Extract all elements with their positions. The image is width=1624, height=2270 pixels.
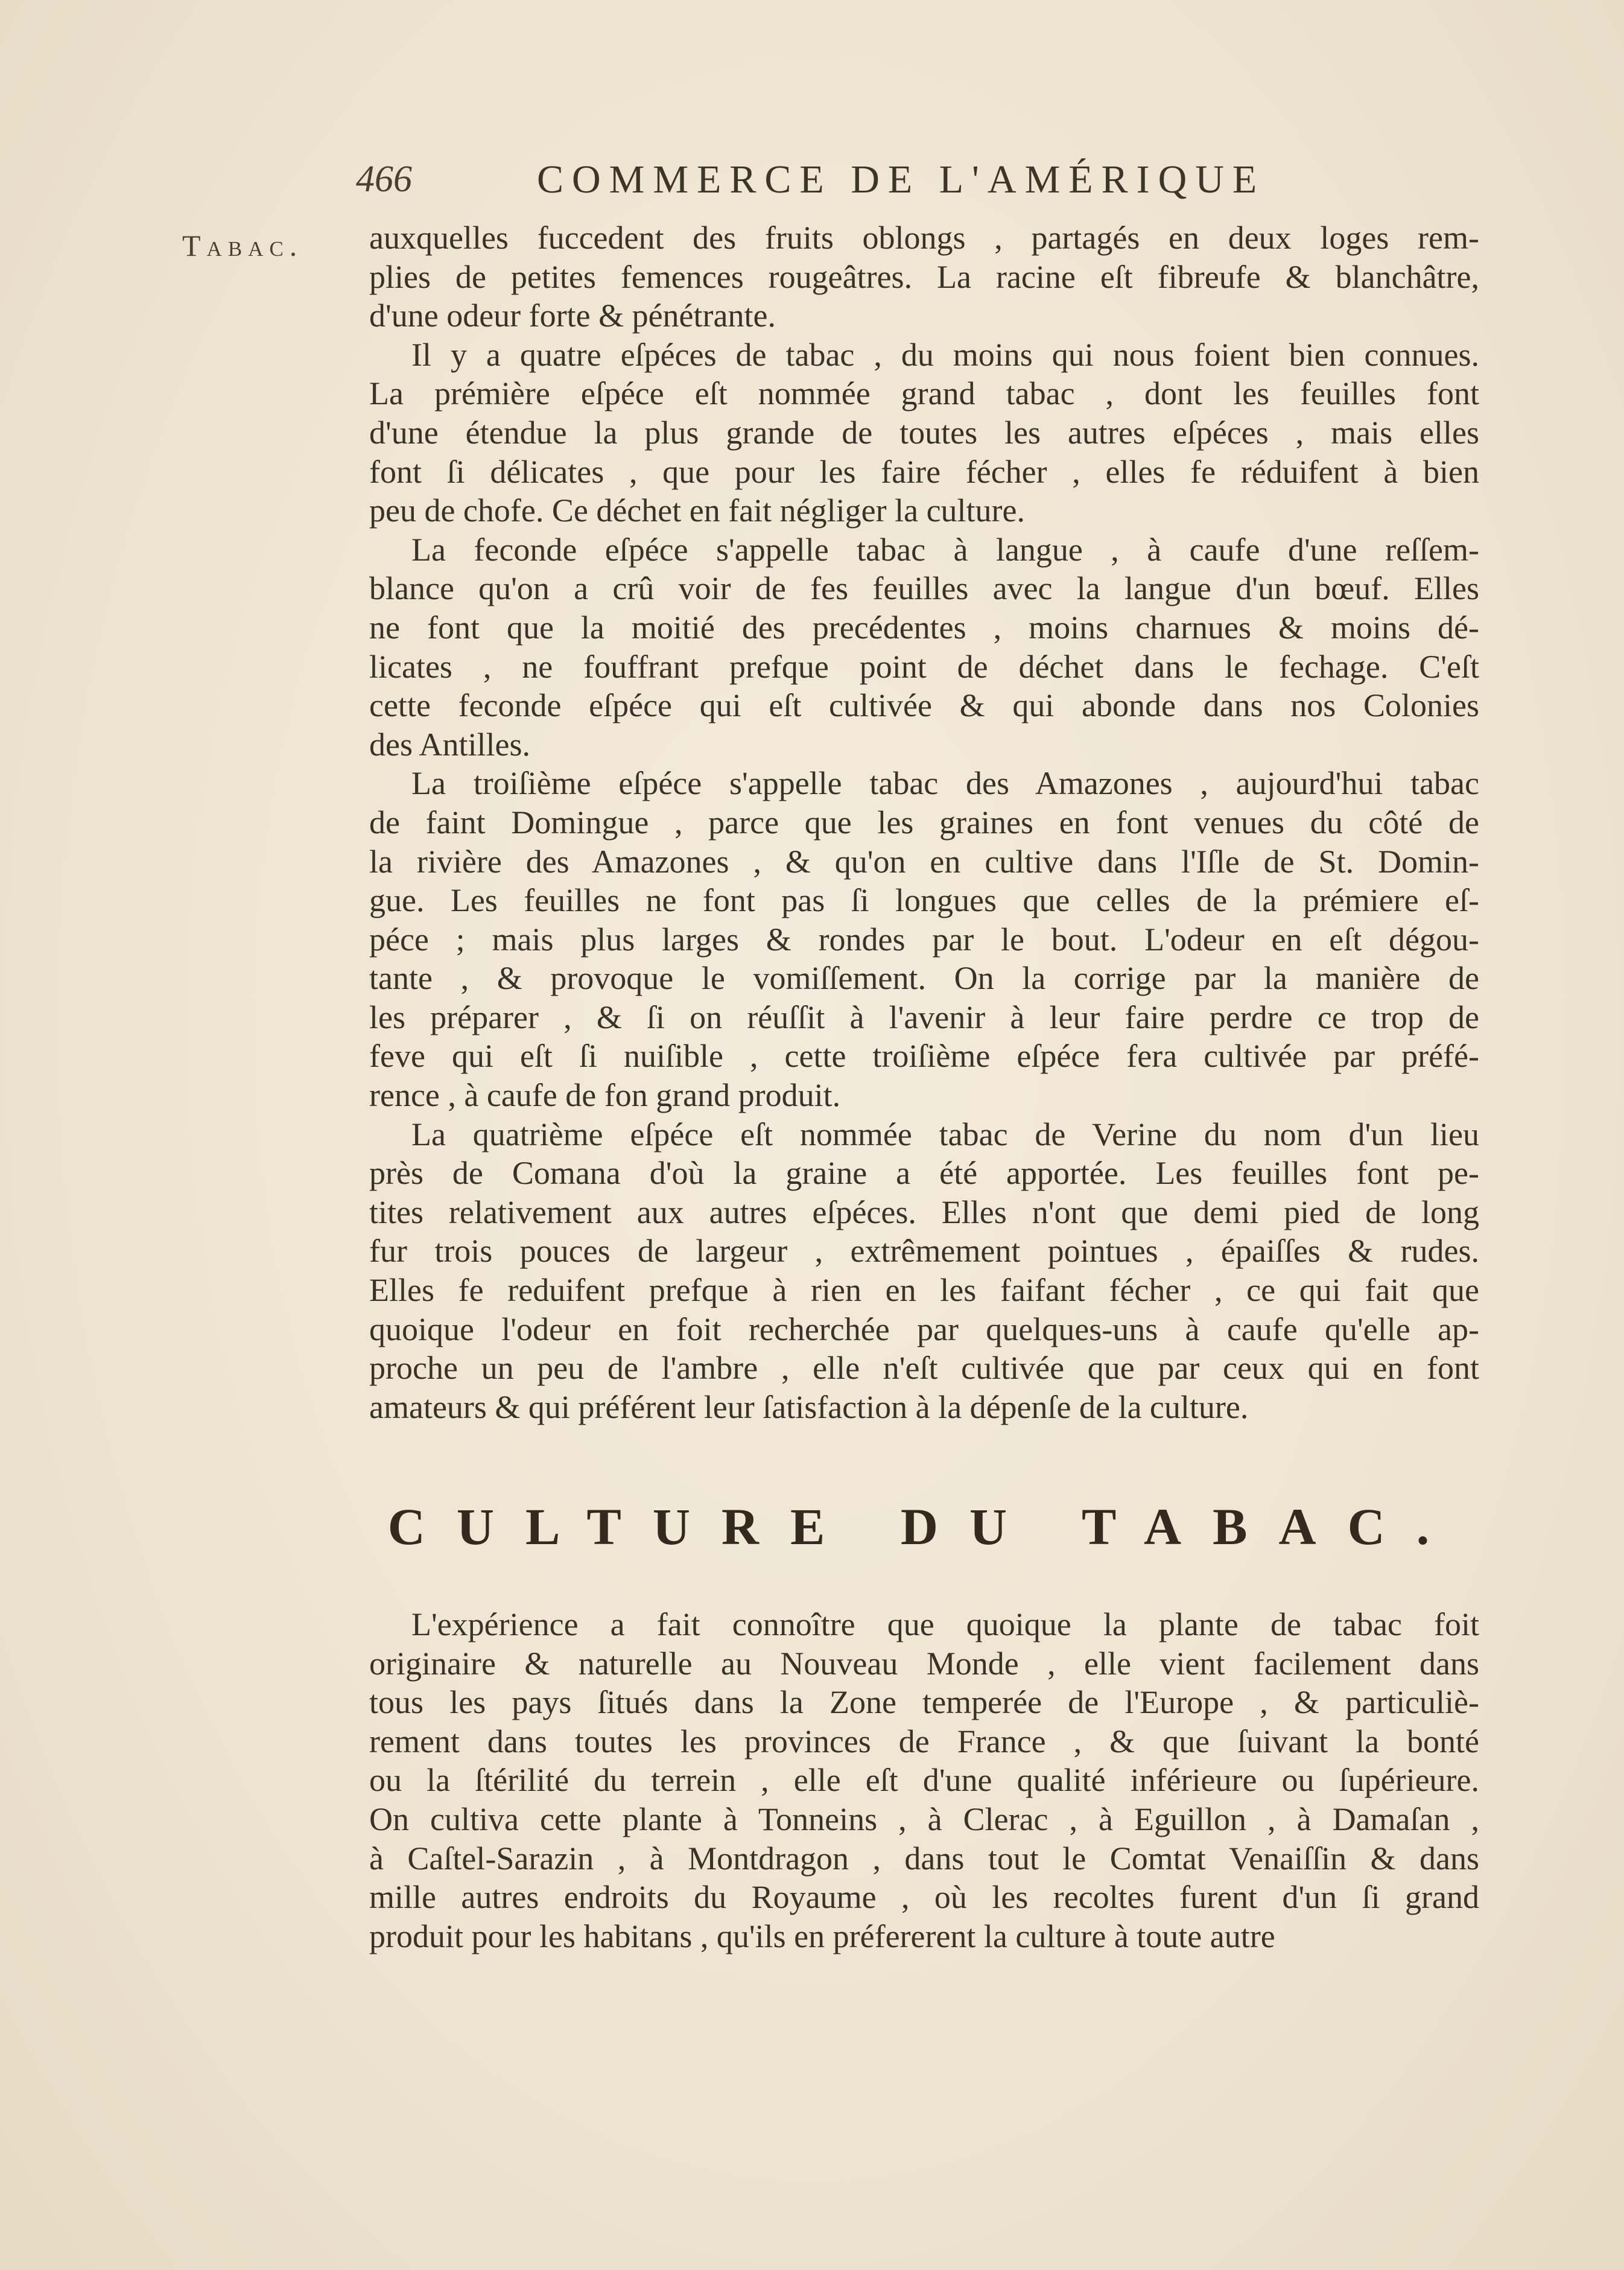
- text-line: quoique l'odeur en foit recherchée par quelques-uns à caufe qu'elle ap-: [369, 1311, 1479, 1347]
- section-heading: CULTURE DU TABAC.: [387, 1498, 1461, 1556]
- text-line: de faint Domingue , parce que les graines en font venues du côté de: [369, 804, 1479, 841]
- text-line: La quatrième eſpéce eſt nommée tabac de Verine du nom d'un lieu: [411, 1116, 1479, 1152]
- paragraph: [369, 1605, 1479, 1956]
- body-text-section-2: [369, 1605, 1479, 1956]
- text-line: ou la ſtérilité du terrein , elle eſt d'une qualité inférieure ou ſupérieure.: [369, 1762, 1479, 1799]
- text-line: à Caſtel-Sarazin , à Montdragon , dans tout le Comtat Venaiſſin & dans: [369, 1840, 1479, 1877]
- text-line: ne font que la moitié des precédentes , moins charnues & moins dé-: [369, 609, 1479, 646]
- paragraph: [369, 335, 1479, 530]
- text-line: Il y a quatre eſpéces de tabac , du moins qui nous foient bien connues.: [411, 336, 1479, 373]
- text-line: près de Comana d'où la graine a été apportée. Les feuilles font pe-: [369, 1155, 1479, 1192]
- text-line: auxquelles fuccedent des fruits oblongs , partagés en deux loges rem-: [369, 220, 1479, 256]
- text-line: peu de chofe. Ce déchet en fait négliger la culture.: [369, 492, 1025, 529]
- text-line: amateurs & qui préférent leur ſatisfaction à la dépenſe de la culture.: [369, 1388, 1249, 1425]
- text-line: L'expérience a fait connoître que quoique la plante de tabac foit: [411, 1606, 1479, 1642]
- text-line: la rivière des Amazones , & qu'on en cultive dans l'Iſle de St. Domin-: [369, 843, 1479, 880]
- text-line: licates , ne fouffrant prefque point de déchet dans le fechage. C'eſt: [369, 648, 1479, 685]
- text-line: La feconde eſpéce s'appelle tabac à langue , à caufe d'une reſſem-: [411, 531, 1479, 568]
- text-line: tous les pays ſitués dans la Zone temperée de l'Europe , & particuliè-: [369, 1684, 1479, 1721]
- text-line: La troiſième eſpéce s'appelle tabac des Amazones , aujourd'hui tabac: [411, 765, 1479, 802]
- text-line: On cultiva cette plante à Tonneins , à Clerac , à Eguillon , à Damaſan ,: [369, 1801, 1479, 1837]
- text-line: plies de petites femences rougeâtres. La racine eſt fibreufe & blanchâtre,: [369, 258, 1479, 295]
- text-line: produit pour les habitans , qu'ils en préfererent la culture à toute autre: [369, 1918, 1275, 1954]
- text-line: Elles fe reduifent prefque à rien en les faifant fécher , ce qui fait que: [369, 1272, 1479, 1309]
- margin-note: Tabac.: [182, 229, 303, 262]
- page-number: 466: [356, 159, 412, 200]
- text-line: proche un peu de l'ambre , elle n'eſt cultivée que par ceux qui en font: [369, 1350, 1479, 1387]
- text-line: péce ; mais plus larges & rondes par le bout. L'odeur en eſt dégou-: [369, 921, 1479, 958]
- text-line: rement dans toutes les provinces de France , & que ſuivant la bonté: [369, 1723, 1479, 1760]
- text-line: fur trois pouces de largeur , extrêmement pointues , épaiſſes & rudes.: [369, 1233, 1479, 1270]
- text-line: tites relativement aux autres eſpéces. Elles n'ont que demi pied de long: [369, 1194, 1479, 1230]
- text-line: d'une étendue la plus grande de toutes les autres eſpéces , mais elles: [369, 414, 1479, 451]
- text-line: cette feconde eſpéce qui eſt cultivée & qui abonde dans nos Colonies: [369, 687, 1479, 724]
- text-line: des Antilles.: [369, 726, 530, 763]
- text-line: rence , à caufe de fon grand produit.: [369, 1077, 841, 1114]
- paragraph: [369, 530, 1479, 765]
- text-line: font ſi délicates , que pour les faire fécher , elles fe réduifent à bien: [369, 453, 1479, 490]
- text-line: La prémière eſpéce eſt nommée grand tabac , dont les feuilles font: [369, 375, 1479, 412]
- text-line: blance qu'on a crû voir de fes feuilles avec la langue d'un bœuf. Elles: [369, 570, 1479, 607]
- text-line: mille autres endroits du Royaume , où les recoltes furent d'un ſi grand: [369, 1879, 1479, 1916]
- text-line: feve qui eſt ſi nuiſible , cette troiſième eſpéce fera cultivée par préfé-: [369, 1038, 1479, 1075]
- running-title: COMMERCE DE L'AMÉRIQUE: [537, 157, 1266, 202]
- paragraph: [369, 764, 1479, 1114]
- text-line: gue. Les feuilles ne font pas ſi longues que celles de la prémiere eſ-: [369, 882, 1479, 919]
- text-line: les préparer , & ſi on réuſſit à l'avenir à leur faire perdre ce trop de: [369, 999, 1479, 1035]
- body-text-section-1: [369, 218, 1479, 1426]
- paragraph: [369, 218, 1479, 335]
- text-line: originaire & naturelle au Nouveau Monde , elle vient facilement dans: [369, 1645, 1479, 1682]
- text-line: d'une odeur forte & pénétrante.: [369, 297, 776, 334]
- paragraph: [369, 1115, 1479, 1427]
- text-line: tante , & provoque le vomiſſement. On la corrige par la manière de: [369, 960, 1479, 997]
- page-header: [356, 158, 1345, 206]
